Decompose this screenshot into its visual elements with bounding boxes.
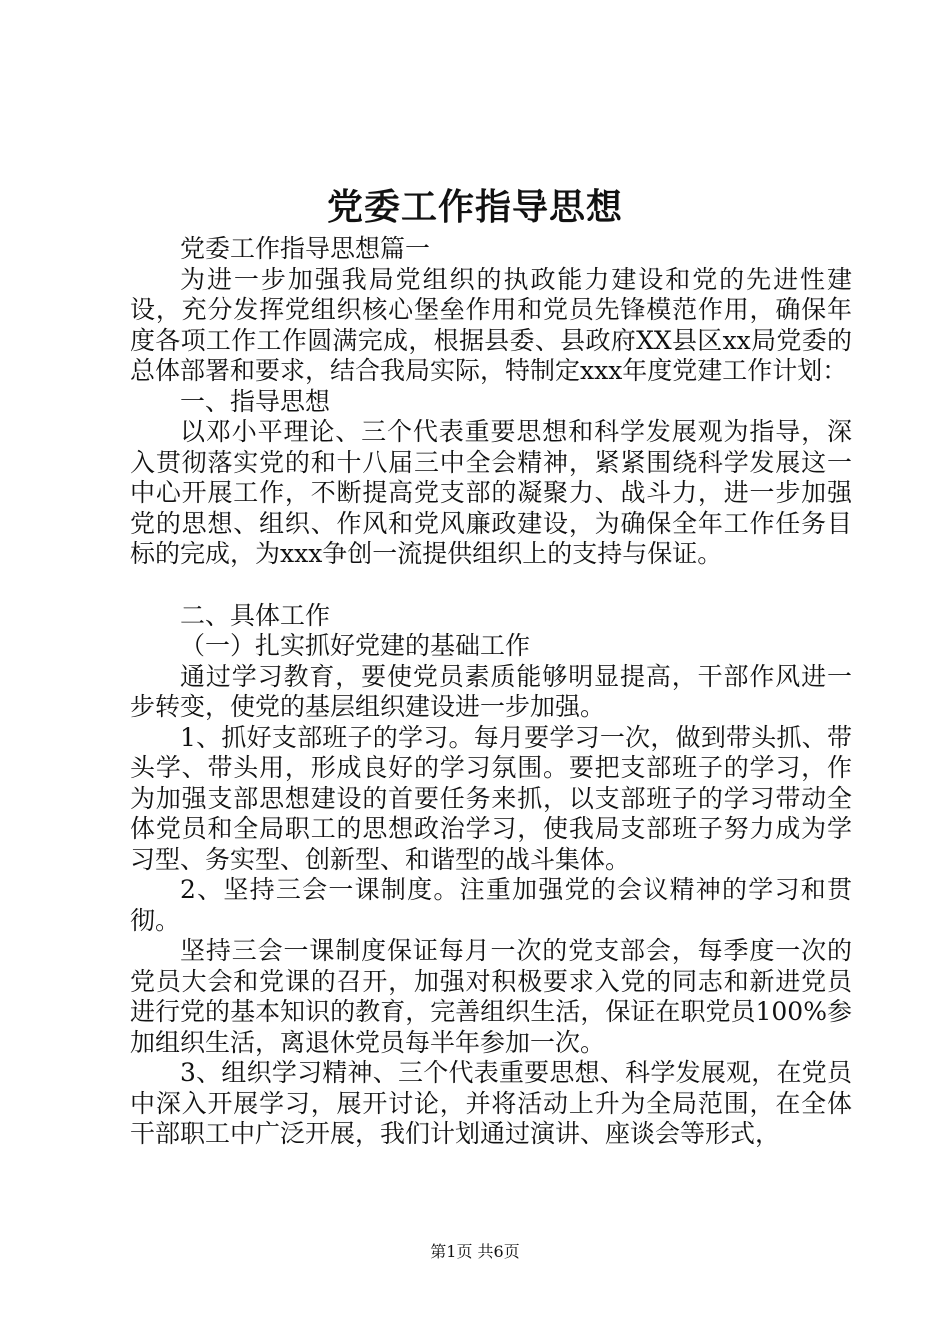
paragraph-education: 通过学习教育，要使党员素质能够明显提高，干部作风进一步转变，使党的基层组织建设进一步加强。 <box>130 661 852 721</box>
paragraph-item-3: 3、组织学习精神、三个代表重要思想、科学发展观，在党员中深入开展学习，展开讨论，并将活动上升为全局范围，在全体干部职工中广泛开展，我们计划通过演讲、座谈会等形式， <box>130 1058 852 1148</box>
section-heading-part-one: 党委工作指导思想篇一 <box>180 234 431 263</box>
paragraph-intro: 为进一步加强我局党组织的执政能力建设和党的先进性建设，充分发挥党组织核心堡垒作用和党员先锋模范作用，确保年度各项工作工作圆满完成，根据县委、县政府XX县区xx局党委的总体部署和要求，结合我局实际，特制定xxx年度党建工作计划： <box>130 264 852 385</box>
paragraph-item-1: 1、抓好支部班子的学习。每月要学习一次，做到带头抓、带头学、带头用，形成良好的学习氛围。要把支部班子的学习，作为加强支部思想建设的首要任务来抓，以支部班子的学习带动全体党员和全局职工的思想政治学习，使我局支部班子努力成为学习型、务实型、创新型、和谐型的战斗集体。 <box>130 722 852 874</box>
document-title: 党委工作指导思想 <box>326 186 623 228</box>
document-body <box>130 234 852 1150</box>
section-heading-specific-work: 二、具体工作 <box>180 600 331 630</box>
page-number-footer: 第1页 共6页 <box>430 1242 520 1261</box>
section-heading-guiding-thought: 一、指导思想 <box>180 386 331 416</box>
paragraph-item-2: 2、坚持三会一课制度。注重加强党的会议精神的学习和贯彻。 <box>130 875 852 935</box>
paragraph-item-2-detail: 坚持三会一课制度保证每月一次的党支部会，每季度一次的党员大会和党课的召开，加强对积极要求入党的同志和新进党员进行党的基本知识的教育，完善组织生活，保证在职党员100%参加组织生活，离退休党员每半年参加一次。 <box>130 936 852 1057</box>
paragraph-guiding-thought: 以邓小平理论、三个代表重要思想和科学发展观为指导，深入贯彻落实党的和十八届三中全会精神，紧紧围绕科学发展这一中心开展工作，不断提高党支部的凝聚力、战斗力，进一步加强党的思想、组织、作风和党风廉政建设，为确保全年工作任务目标的完成，为xxx争创一流提供组织上的支持与保证。 <box>130 417 852 568</box>
subsection-heading-foundation-work: （一）扎实抓好党建的基础工作 <box>180 631 531 660</box>
